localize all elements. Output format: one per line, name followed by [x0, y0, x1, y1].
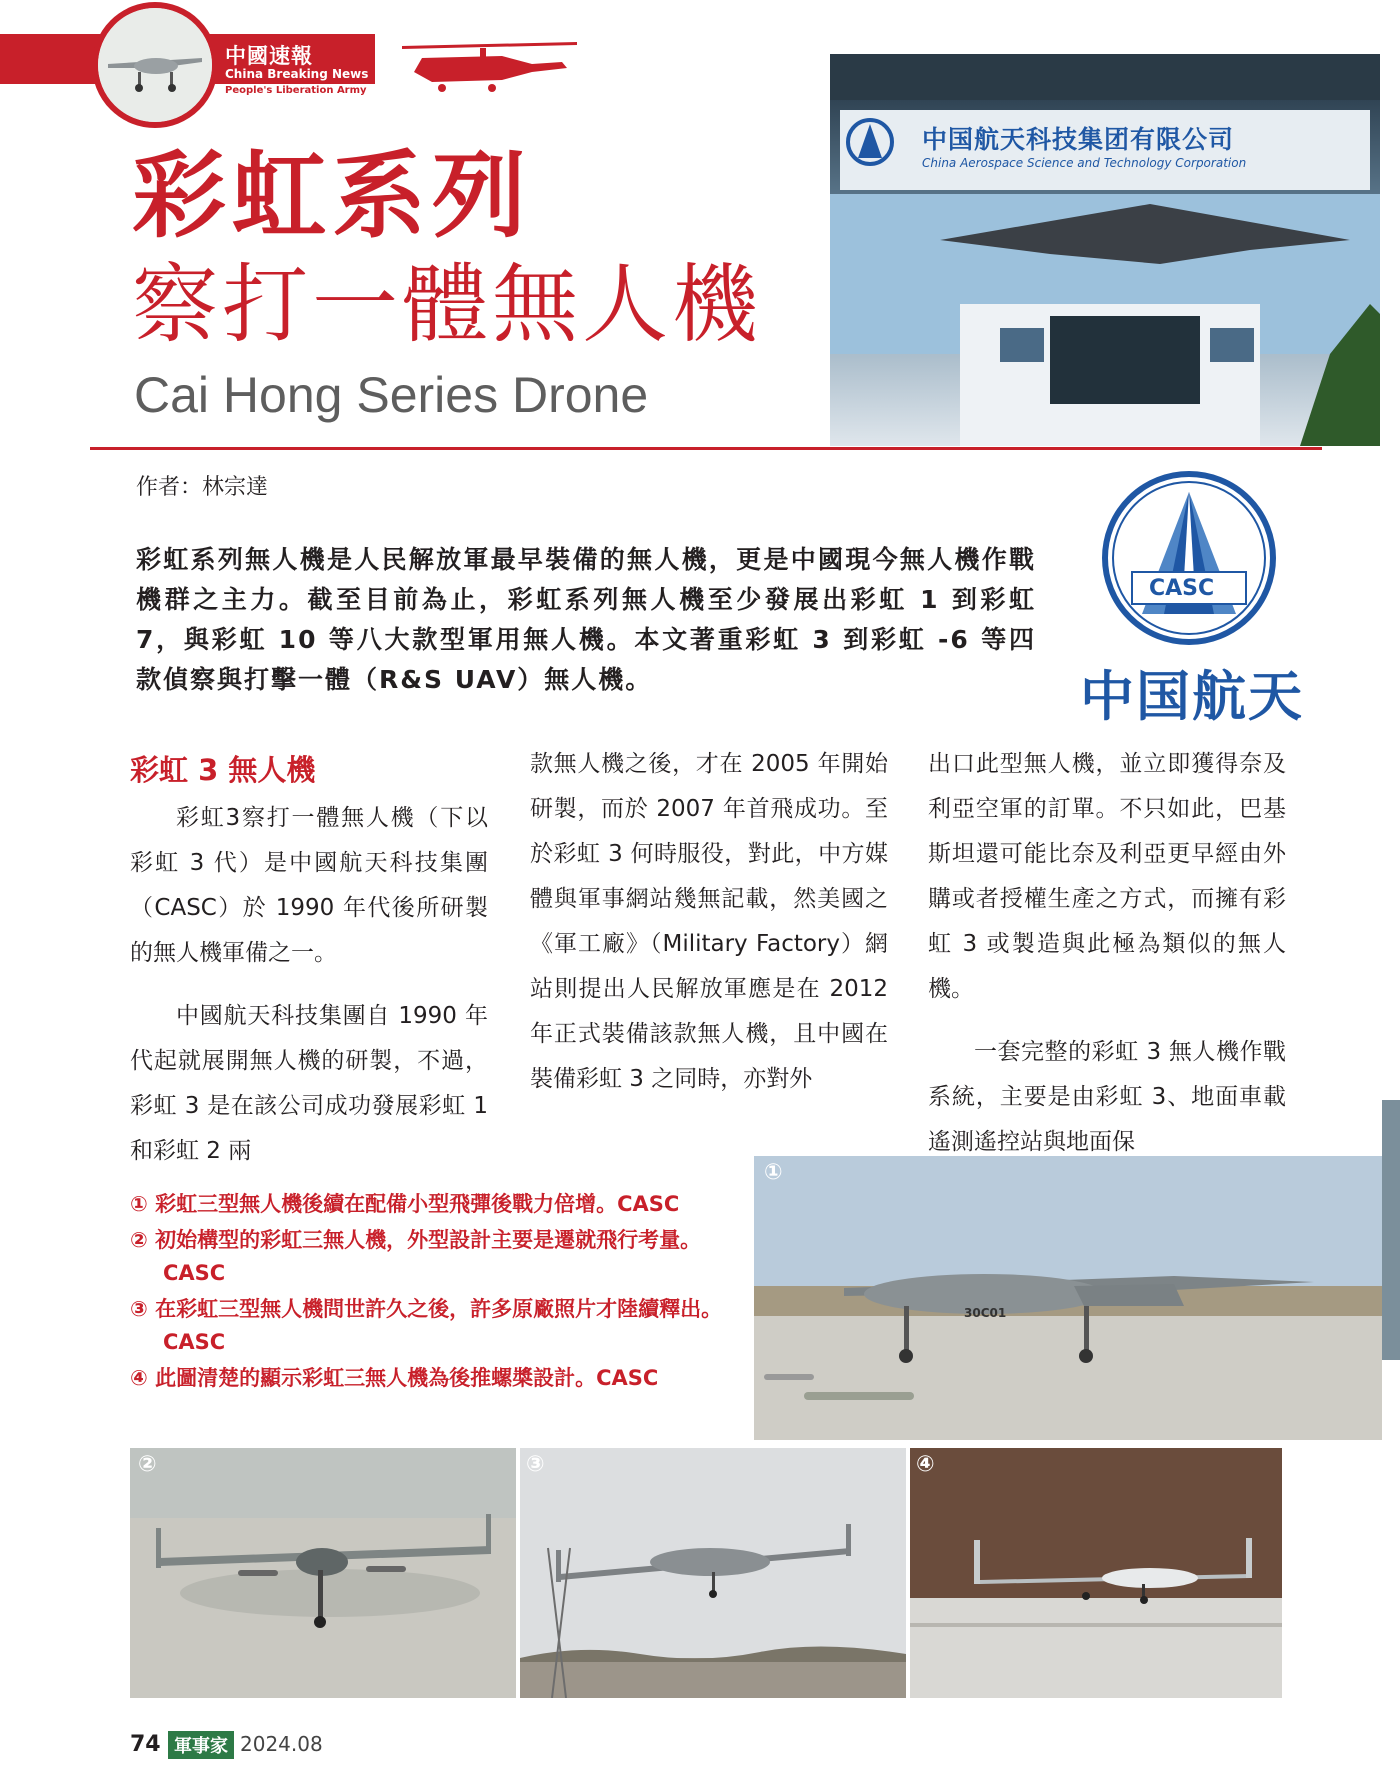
casc-name-cn: 中国航天 [1080, 665, 1304, 728]
text-column-1 [130, 796, 488, 1192]
paragraph: 款無人機之後，才在 2005 年開始研製，而於 2007 年首飛成功。至於彩虹 3 何時服役，對此，中方媒體與軍事網站幾無記載，然美國之《軍工廠》（Military Factory）網站則提出人民解放軍應是在 2012 年正式裝備該款無人機，且中國在裝備彩虹 3 之同時，亦對外 [530, 751, 888, 1092]
casc-logo-icon [1096, 468, 1282, 648]
paragraph: 彩虹3察打一體無人機（下以彩虹 3 代）是中國航天科技集團（CASC）於 1990 年代後所研製的無人機軍備之一。 [130, 805, 488, 966]
text-column-2 [530, 742, 888, 1120]
column-title: 中國速報 [225, 44, 313, 68]
column-subtitle: People's Liberation Army [225, 85, 367, 96]
magazine-name: 軍事家 [168, 1731, 234, 1759]
helicopter-icon [392, 36, 582, 96]
title-english: Cai Hong Series Drone [134, 367, 649, 423]
section-heading: 彩虹 3 無人機 [130, 753, 316, 787]
paragraph: 一套完整的彩虹 3 無人機作戰系統，主要是由彩虹 3、地面車載遙測遙控站與地面保 [928, 1039, 1286, 1155]
drone-badge-icon [98, 8, 212, 122]
photo-number-3: ③ [526, 1452, 545, 1477]
caption-2: ② 初始構型的彩虹三無人機，外型設計主要是遷就飛行考量。CASC [130, 1228, 702, 1285]
column-title-en: China Breaking News [225, 67, 369, 81]
hero-photo-exhibition [830, 54, 1380, 446]
photo-number-1: ① [764, 1160, 783, 1185]
issue-date: 2024.08 [240, 1732, 323, 1756]
hero-sign-en: China Aerospace Science and Technology Corporation [922, 156, 1247, 170]
caption-4: ④ 此圖清楚的顯示彩虹三無人機為後推螺槳設計。CASC [130, 1366, 659, 1390]
photo-number-2: ② [138, 1452, 157, 1477]
byline: 作者：林宗達 [136, 475, 269, 500]
title-divider [90, 447, 1322, 450]
photo-1-drone-missiles [754, 1156, 1382, 1440]
casc-acronym: CASC [1149, 576, 1215, 601]
title-line-2: 察打一體無人機 [132, 255, 762, 355]
photo-2-drone-front [130, 1448, 516, 1698]
caption-3: ③ 在彩虹三型無人機問世許久之後，許多原廠照片才陸續釋出。CASC [130, 1297, 723, 1354]
title-line-1: 彩虹系列 [132, 142, 533, 251]
paragraph: 出口此型無人機，並立即獲得奈及利亞空軍的訂單。不只如此，巴基斯坦還可能比奈及利亞更早經由外購或者授權生產之方式，而擁有彩虹 3 或製造與此極為類似的無人機。 [928, 751, 1286, 1002]
edge-photo-strip [1382, 1100, 1400, 1360]
caption-1: ① 彩虹三型無人機後續在配備小型飛彈後戰力倍增。CASC [130, 1192, 680, 1216]
text-column-3 [928, 742, 1286, 1183]
lead-paragraph: 彩虹系列無人機是人民解放軍最早裝備的無人機，更是中國現今無人機作戰機群之主力。截至目前為止，彩虹系列無人機至少發展出彩虹 1 到彩虹 7，與彩虹 10 等八大款型軍用無人機。本文著重彩虹 3 到彩虹 -6 等四款偵察與打擊一體（R&S UAV）無人機。 [136, 545, 1036, 694]
photo-number-4: ④ [916, 1452, 935, 1477]
tail-code: 30C01 [964, 1306, 1007, 1320]
photo-3-drone-takeoff [520, 1448, 906, 1698]
photo-4-drone-runway [910, 1448, 1282, 1698]
paragraph: 中國航天科技集團自 1990 年代起就展開無人機的研製，不過，彩虹 3 是在該公司成功發展彩虹 1 和彩虹 2 兩 [130, 1003, 488, 1164]
hero-sign-cn: 中国航天科技集团有限公司 [922, 125, 1235, 154]
photo-captions [130, 1188, 750, 1398]
banner-badge [92, 2, 218, 128]
page-number: 74 [130, 1732, 161, 1757]
